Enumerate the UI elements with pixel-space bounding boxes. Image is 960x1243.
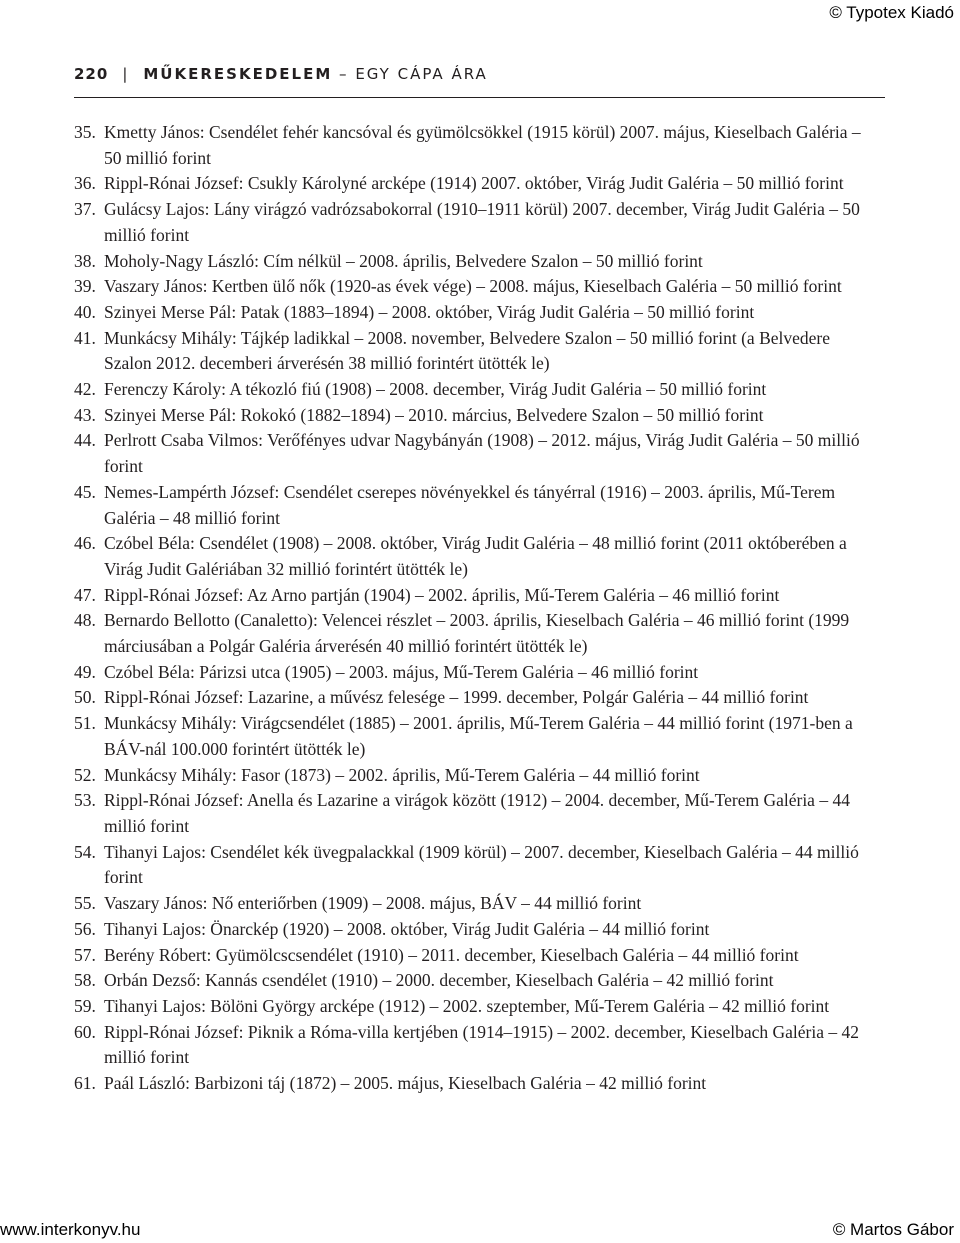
list-item [74, 1071, 874, 1097]
list-item [74, 300, 874, 326]
entry-number: 49. [74, 661, 96, 682]
header-rule [74, 97, 885, 98]
entry-number: 47. [74, 584, 96, 605]
entry-text: Tihanyi Lajos: Önarckép (1920) – 2008. október, Virág Judit Galéria – 44 millió forint [104, 918, 710, 939]
entry-text: Czóbel Béla: Csendélet (1908) – 2008. október, Virág Judit Galéria – 48 millió forint (2011 októberében a Virág Judit Galériában 32 millió forintért ütötték le) [104, 533, 847, 579]
entry-number: 35. [74, 122, 96, 142]
list-item [74, 660, 874, 686]
list-item [74, 531, 874, 582]
entry-number: 37. [74, 199, 96, 220]
chapter-subtitle: – EGY CÁPA ÁRA [339, 65, 488, 83]
entry-number: 59. [74, 995, 96, 1016]
entry-text: Szinyei Merse Pál: Patak (1883–1894) – 2008. október, Virág Judit Galéria – 50 millió forint [104, 301, 755, 322]
list-item [74, 685, 874, 711]
list-item [74, 480, 874, 531]
entry-text: Kmetty János: Csendélet fehér kancsóval és gyümölcsökkel (1915 körül) 2007. május, Kieselbach Galéria – 50 millió forint [104, 122, 861, 168]
entry-text: Moholy-Nagy László: Cím nélkül – 2008. április, Belvedere Szalon – 50 millió forint [104, 250, 703, 271]
entry-number: 61. [74, 1073, 96, 1094]
entry-text: Czóbel Béla: Párizsi utca (1905) – 2003. május, Mű-Terem Galéria – 46 millió forint [104, 661, 699, 682]
entry-text: Szinyei Merse Pál: Rokokó (1882–1894) – 2010. március, Belvedere Szalon – 50 millió forint [104, 404, 764, 425]
list-item [74, 891, 874, 917]
list-item [74, 943, 874, 969]
entry-text: Tihanyi Lajos: Bölöni György arcképe (1912) – 2002. szeptember, Mű-Terem Galéria – 42 millió forint [104, 995, 830, 1016]
entry-text: Rippl-Rónai József: Lazarine, a művész felesége – 1999. december, Polgár Galéria – 44 millió forint [104, 687, 809, 708]
list-item [74, 763, 874, 789]
entry-number: 58. [74, 970, 96, 991]
list-item [74, 608, 874, 659]
entry-text: Tihanyi Lajos: Csendélet kék üvegpalackkal (1909 körül) – 2007. december, Kieselbach Galéria – 44 millió forint [104, 841, 859, 888]
entry-text: Munkácsy Mihály: Virágcsendélet (1885) – 2001. április, Mű-Terem Galéria – 44 millió forint (1971-ben a BÁV-nál 100.000 forintért ütötték le) [104, 713, 853, 759]
list-item [74, 840, 874, 891]
list-item [74, 1020, 874, 1071]
entry-text: Gulácsy Lajos: Lány virágzó vadrózsabokorral (1910–1911 körül) 2007. december, Virág Judit Galéria – 50 millió forint [104, 199, 860, 245]
entry-text: Munkácsy Mihály: Fasor (1873) – 2002. április, Mű-Terem Galéria – 44 millió forint [104, 764, 700, 785]
entry-text: Paál László: Barbizoni táj (1872) – 2005. május, Kieselbach Galéria – 42 millió forint [104, 1073, 707, 1094]
list-item [74, 917, 874, 943]
running-header [74, 64, 488, 84]
copyright-publisher: © Typotex Kiadó [829, 3, 954, 22]
entry-text: Bernardo Bellotto (Canaletto): Velencei részlet – 2003. április, Kieselbach Galéria – 46 millió forint (1999 márciusában a Polgár Galéria árverésén 40 millió forintért ütötték le) [104, 610, 850, 657]
entry-number: 54. [74, 841, 96, 862]
entry-number: 42. [74, 379, 96, 400]
entry-text: Vaszary János: Kertben ülő nők (1920-as évek vége) – 2008. május, Kieselbach Galéria – 50 millió forint [104, 276, 842, 297]
entry-number: 40. [74, 301, 96, 322]
list-item [74, 711, 874, 762]
entry-number: 38. [74, 250, 96, 271]
entry-number: 53. [74, 790, 96, 811]
list-item [74, 171, 874, 197]
entry-text: Rippl-Rónai József: Csukly Károlyné arcképe (1914) 2007. október, Virág Judit Galéria – 50 millió forint [104, 173, 844, 194]
list-item [74, 249, 874, 275]
list-item [74, 583, 874, 609]
list-item [74, 326, 874, 377]
entry-number: 36. [74, 173, 96, 194]
copyright-author: © Martos Gábor [832, 1220, 954, 1239]
entry-number: 45. [74, 481, 96, 502]
list-item [74, 377, 874, 403]
entry-number: 48. [74, 610, 96, 631]
entry-number: 51. [74, 713, 96, 734]
list-item [74, 120, 874, 171]
entry-text: Rippl-Rónai József: Az Arno partján (1904) – 2002. április, Mű-Terem Galéria – 46 millió forint [104, 584, 780, 605]
entry-number: 44. [74, 430, 96, 451]
entry-number: 60. [74, 1021, 96, 1042]
entry-text: Nemes-Lampérth József: Csendélet cserepes növényekkel és tányérral (1916) – 2003. április, Mű-Terem Galéria – 48 millió forint [104, 481, 836, 528]
entry-number: 56. [74, 918, 96, 939]
entry-number: 52. [74, 764, 96, 785]
entry-text: Berény Róbert: Gyümölcscsendélet (1910) – 2011. december, Kieselbach Galéria – 44 millió forint [104, 944, 799, 965]
entry-number: 43. [74, 404, 96, 425]
entry-text: Rippl-Rónai József: Piknik a Róma-villa kertjében (1914–1915) – 2002. december, Kieselbach Galéria – 42 millió forint [104, 1021, 860, 1068]
entry-text: Ferenczy Károly: A tékozló fiú (1908) – 2008. december, Virág Judit Galéria – 50 millió forint [104, 379, 767, 400]
entry-number: 46. [74, 533, 96, 554]
page-number: 220 [74, 65, 109, 83]
entry-text: Munkácsy Mihály: Tájkép ladikkal – 2008. november, Belvedere Szalon – 50 millió forint (a Belvedere Szalon 2012. decemberi árverésén 38 millió forintért ütötték le) [104, 327, 831, 374]
entry-number: 57. [74, 944, 96, 965]
header-separator: | [122, 65, 130, 83]
list-item [74, 403, 874, 429]
entry-text: Vaszary János: Nő enteriőrben (1909) – 2008. május, BÁV – 44 millió forint [104, 893, 642, 914]
list-item [74, 197, 874, 248]
entry-number: 55. [74, 893, 96, 914]
entry-text: Rippl-Rónai József: Anella és Lazarine a virágok között (1912) – 2004. december, Mű-Terem Galéria – 44 millió forint [104, 790, 850, 836]
entry-text: Perlrott Csaba Vilmos: Verőfényes udvar Nagybányán (1908) – 2012. május, Virág Judit Galéria – 50 millió forint [104, 430, 860, 477]
list-item [74, 274, 874, 300]
auction-record-list [74, 120, 874, 1097]
list-item [74, 428, 874, 479]
list-item [74, 968, 874, 994]
entry-number: 39. [74, 276, 96, 297]
entry-number: 41. [74, 327, 96, 348]
list-item [74, 788, 874, 839]
website-link[interactable]: www.interkonyv.hu [0, 1220, 141, 1239]
entry-number: 50. [74, 687, 96, 708]
list-item [74, 994, 874, 1020]
entry-text: Orbán Dezső: Kannás csendélet (1910) – 2000. december, Kieselbach Galéria – 42 millió forint [104, 970, 774, 991]
chapter-title: MŰKERESKEDELEM [143, 65, 333, 83]
